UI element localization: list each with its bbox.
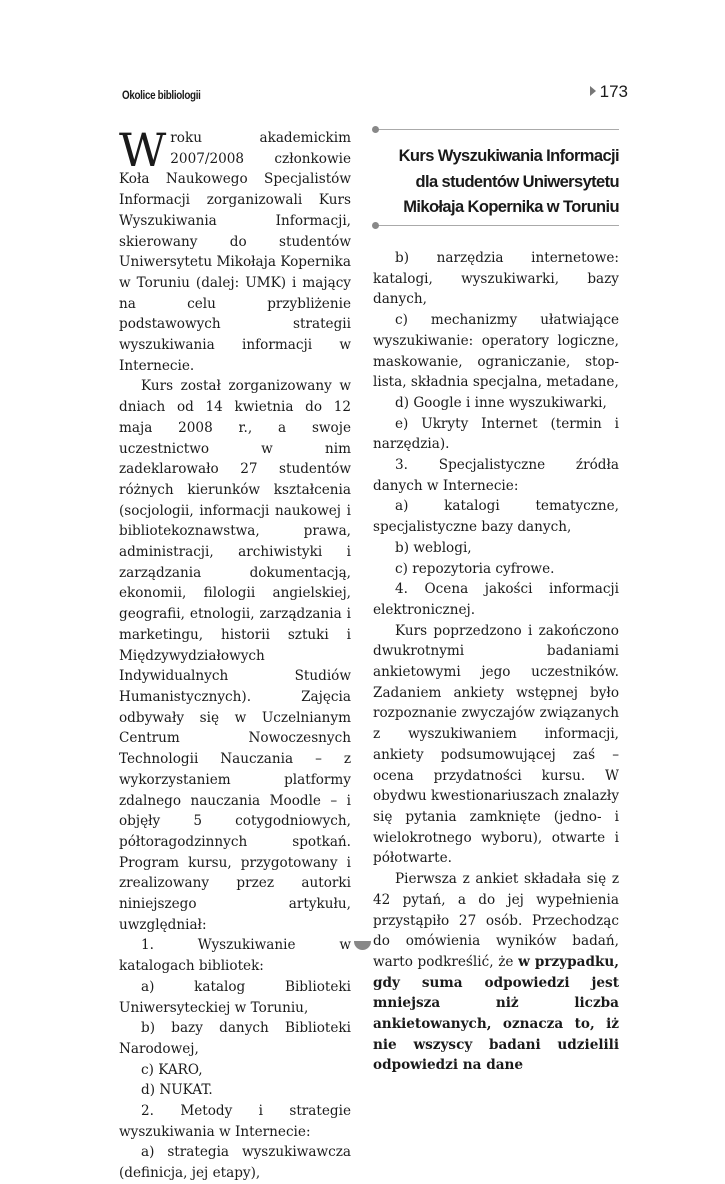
results-emphasis: w przypadku, gdy suma odpowiedzi jest mniejsza niż liczba ankietowanych, oznacza to, iż nie wszyscy badani udzielili odpowiedzi na dane <box>373 953 619 1074</box>
list-item: d) Google i inne wyszukiwarki, <box>395 394 607 411</box>
left-column <box>119 123 351 1184</box>
list-item: 3. Specjalistyczne źródła danych w Internecie: <box>373 457 619 494</box>
list-item: c) repozytoria cyfrowe. <box>395 560 555 577</box>
list-item: b) bazy danych Biblioteki Narodowej, <box>119 1020 351 1057</box>
page-marker-icon <box>590 86 596 96</box>
intro-paragraph <box>119 123 351 376</box>
list-item: b) weblogi, <box>395 539 472 556</box>
results-paragraph <box>373 869 619 1076</box>
page-footer-ornament <box>354 941 371 950</box>
title-rule-top <box>373 129 619 130</box>
section-title-line-1: Kurs Wyszukiwania Informacji <box>398 147 619 165</box>
right-column <box>373 248 619 1076</box>
list-item: b) narzędzia internetowe: katalogi, wyszukiwarki, bazy danych, <box>373 250 619 308</box>
section-title-line-2: dla studentów Uniwersytetu <box>415 172 619 191</box>
list-item: a) katalogi tematyczne, specjalistyczne bazy danych, <box>373 498 619 536</box>
list-item: d) NUKAT. <box>141 1082 213 1099</box>
list-item: c) mechanizmy ułatwiające wyszukiwanie: operatory logiczne, maskowanie, ograniczanie, stop-lista, składnia specjalna, metadane, <box>373 312 619 391</box>
page-number <box>590 82 628 102</box>
list-item: a) katalog Biblioteki Uniwersyteckiej w Toruniu, <box>119 978 351 1016</box>
list-item: a) strategia wyszukiwawcza (definicja, jej etapy), <box>119 1144 351 1182</box>
drop-cap: W <box>119 123 167 177</box>
list-item: e) Ukryty Internet (termin i narzędzia). <box>373 415 619 453</box>
running-title: Okolice bibliologii <box>122 88 201 102</box>
list-item: 2. Metody i strategie wyszukiwania w Internecie: <box>119 1103 351 1140</box>
bullet-dot-icon <box>372 222 379 229</box>
page-number-value: 173 <box>599 82 628 101</box>
section-title-line-3: Mikołaja Kopernika w Toruniu <box>403 198 619 216</box>
intro-text: roku akademickim 2007/2008 członkowie Koła Naukowego Specjalistów Informacji zorganizowali Kurs Wyszukiwania Informacji, skierowany do studentów Uniwersytetu Mikołaja Kopernika w Toruniu (dalej: UMK) i mający na celu przybliżenie podstawowych strategii wyszukiwania informacji w Internecie. <box>119 130 351 374</box>
survey-paragraph: Kurs poprzedzono i zakończono dwukrotnymi badaniami ankietowymi jego uczestników. Zadaniem ankiety wstępnej było rozpoznanie zwyczajów związanych z wyszukiwaniem informacji, ankiety podsumowującej zaś – ocena przydatności kursu. W obydwu kwestionariuszach znalazły się pytania zamknięte (jedno- i wielokrotnego wyboru), otwarte i półotwarte. <box>373 622 619 867</box>
results-text: Pierwsza z ankiet składała się z 42 pytań, a do jej wypełnienia przystąpiło 27 osób. Przechodząc do omówienia wyników badań, warto podkreślić, że <box>373 871 619 970</box>
title-rule-bottom <box>373 225 619 226</box>
course-paragraph: Kurs został zorganizowany w dniach od 14 kwietnia do 12 maja 2008 r., a swoje uczestnictwo w nim zadeklarowało 27 studentów różnych kierunków kształcenia (socjologii, informacji naukowej i bibliotekoznawstwa, prawa, administracji, archiwistyki i zarządzania dokumentacją, ekonomii, filologii angielskiej, geografii, etnologii, zarządzania i marketingu, historii sztuki i Międzywydziałowych Indywidualnych Studiów Humanistycznych). Zajęcia odbywały się w Uczelnianym Centrum Nowoczesnych Technologii Nauczania – z wykorzystaniem platformy zdalnego nauczania Moodle – i objęły 5 cotygodniowych, półtoragodzinnych spotkań. Program kursu, przygotowany i zrealizowany przez autorki niniejszego artykułu, uwzględniał: <box>119 378 351 933</box>
list-item: c) KARO, <box>141 1061 203 1078</box>
section-title <box>373 144 619 221</box>
bullet-dot-icon <box>372 126 379 133</box>
list-item: 4. Ocena jakości informacji elektronicznej. <box>373 581 619 618</box>
list-item: 1. Wyszukiwanie w katalogach bibliotek: <box>119 937 351 975</box>
